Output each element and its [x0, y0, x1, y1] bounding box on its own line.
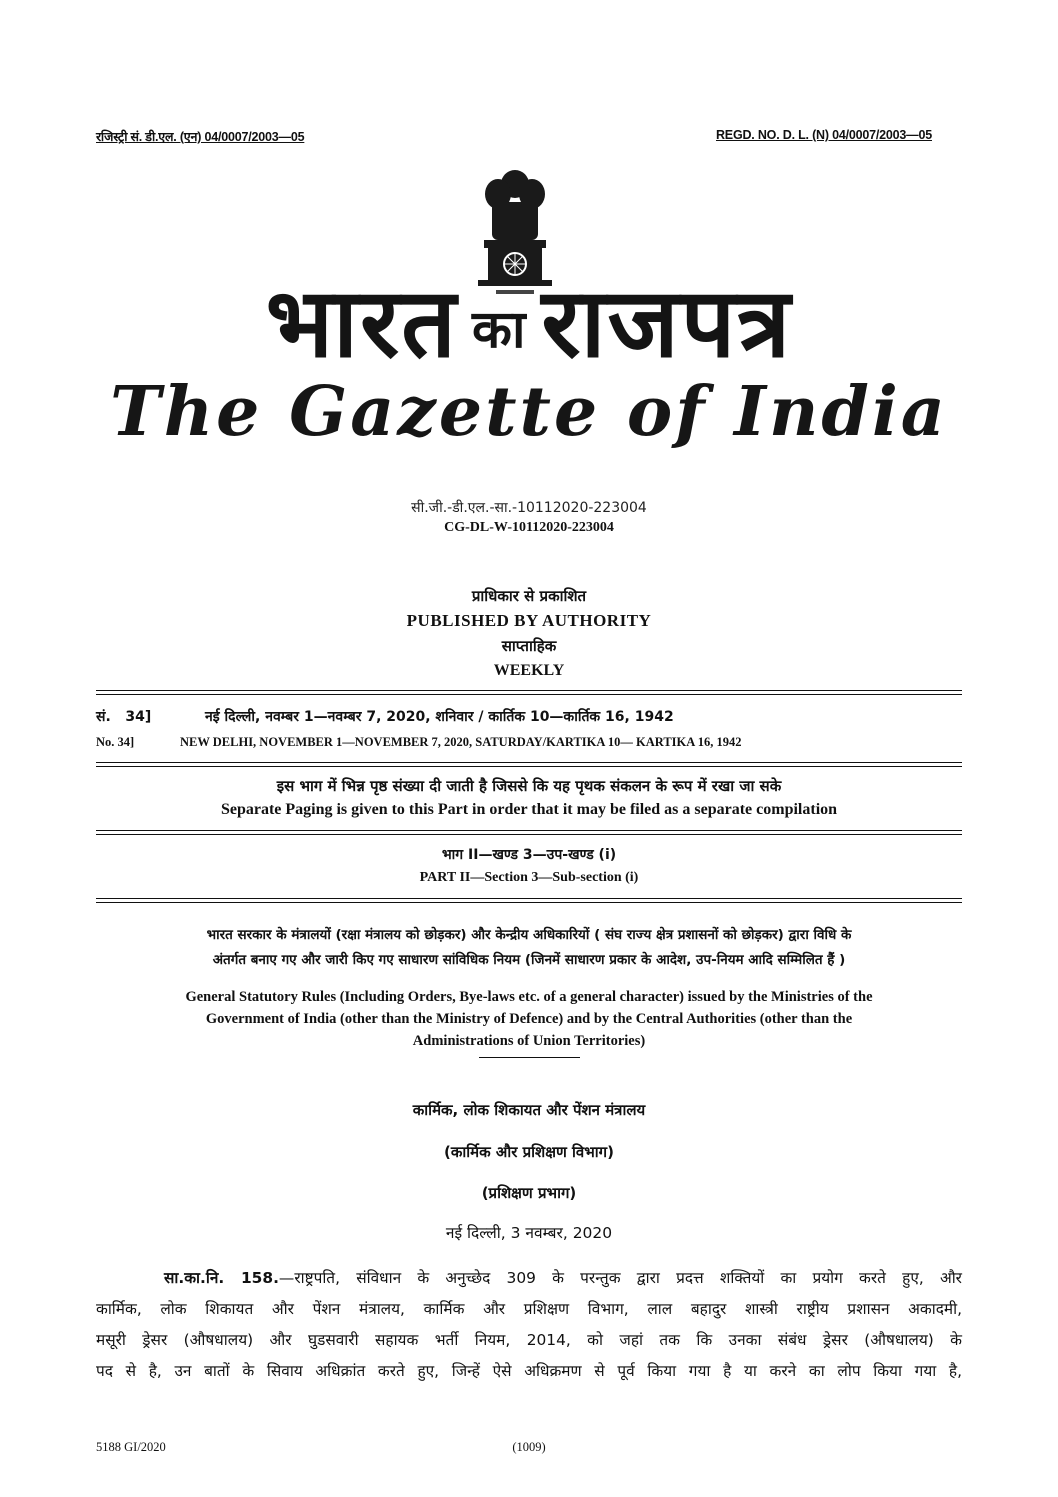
divider [96, 690, 962, 691]
divider [96, 830, 962, 831]
description-hindi-line1: भारत सरकार के मंत्रालयों (रक्षा मंत्रालय को छोड़कर) और केन्द्रीय अधिकारियों ( संघ राज्य क्षेत्र प्रशासनों को छोड़कर) द्वारा विधि के [206, 927, 852, 943]
published-english: PUBLISHED BY AUTHORITY [406, 611, 652, 630]
code-english: CG-DL-W-10112020-223004 [444, 520, 614, 535]
divider [96, 834, 962, 835]
masthead-english: The Gazette of India [110, 372, 948, 452]
part-heading-english: PART II—Section 3—Sub-section (i) [419, 870, 639, 885]
masthead-hindi-left: भारत [265, 267, 459, 379]
notification-line1: —राष्ट्रपति, संविधान के अनुच्छेद 309 के परन्तुक द्वारा प्रदत्त शक्तियों का प्रयोग करते हुए, और [278, 1269, 962, 1287]
short-divider [479, 1057, 580, 1058]
description-english-line3: Administrations of Union Territories) [412, 1033, 646, 1049]
published-hindi: प्राधिकार से प्रकाशित [471, 587, 587, 605]
page-number: (1009) [512, 1440, 546, 1454]
regd-number-english: REGD. NO. D. L. (N) 04/0007/2003—05 [715, 128, 932, 142]
notification-line3: मसूरी ड्रेसर (औषधालय) और घुडसवारी सहायक भर्ती नियम, 2014, को जहां तक कि उनका संबंध ड्रेसर (औषधालय) के [96, 1331, 962, 1349]
divider [96, 766, 962, 767]
paging-note-hindi: इस भाग में भिन्न पृष्ठ संख्या दी जाती है जिससे कि यह पृथक संकलन के रूप में रखा जा सके [276, 777, 782, 795]
code-hindi: सी.जी.-डी.एल.-सा.-10112020-223004 [411, 500, 647, 516]
description-english-line2: Government of India (other than the Ministry of Defence) and by the Central Authorities (other than the [205, 1011, 853, 1027]
issue-number-english: No. 34] [96, 735, 135, 749]
notification-date: नई दिल्ली, 3 नवम्बर, 2020 [445, 1224, 613, 1242]
notification-line2: कार्मिक, लोक शिकायत और पेंशन मंत्रालय, कार्मिक और प्रशिक्षण विभाग, लाल बहादुर शास्त्री राष्ट्रीय प्रशासन अकादमी, [96, 1300, 962, 1318]
issue-date-english: NEW DELHI, NOVEMBER 1—NOVEMBER 7, 2020, SATURDAY/KARTIKA 10— KARTIKA 16, 1942 [180, 735, 742, 749]
notification-label: सा.का.नि. 158. [164, 1269, 279, 1287]
divider [96, 694, 962, 695]
department-name: (कार्मिक और प्रशिक्षण विभाग) [444, 1143, 614, 1161]
divider [96, 902, 962, 903]
regd-number-hindi: रजिस्ट्री सं. डी.एल. (एन) 04/0007/2003—05 [96, 130, 305, 144]
description-hindi-line2: अंतर्गत बनाए गए और जारी किए गए साधारण सांविधिक नियम (जिनमें साधारण प्रकार के आदेश, उप-नियम आदि सम्मिलित हैं ) [212, 952, 846, 968]
notification-line4: पद से है, उन बातों के सिवाय अधिक्रांत करते हुए, जिन्हें ऐसे अधिक्रमण से पूर्व किया गया है या करने का लोप किया गया है, [96, 1362, 962, 1380]
weekly-hindi: साप्ताहिक [501, 637, 557, 655]
description-english-line1: General Statutory Rules (Including Orders, Bye-laws etc. of a general character) issued by the Ministries of the [185, 989, 873, 1005]
paging-note-english: Separate Paging is given to this Part in order that it may be filed as a separate compilation [220, 801, 838, 818]
notification-body [96, 1263, 962, 1387]
footer-code: 5188 GI/2020 [96, 1440, 166, 1454]
notification-line [96, 1263, 962, 1294]
divider [96, 762, 962, 763]
part-heading-hindi: भाग II—खण्ड 3—उप-खण्ड (i) [441, 847, 617, 863]
issue-date-hindi: नई दिल्ली, नवम्बर 1—नवम्बर 7, 2020, शनिवार / कार्तिक 10—कार्तिक 16, 1942 [205, 709, 674, 725]
ministry-name: कार्मिक, लोक शिकायत और पेंशन मंत्रालय [412, 1101, 646, 1119]
masthead-hindi-right: राजपत्र [541, 267, 793, 379]
divider [96, 898, 962, 899]
masthead-hindi-mid: का [472, 299, 528, 360]
weekly-english: WEEKLY [493, 662, 565, 679]
issue-number-hindi: सं. 34] [96, 709, 152, 725]
division-name: (प्रशिक्षण प्रभाग) [481, 1184, 577, 1202]
masthead-hindi [0, 268, 1058, 385]
